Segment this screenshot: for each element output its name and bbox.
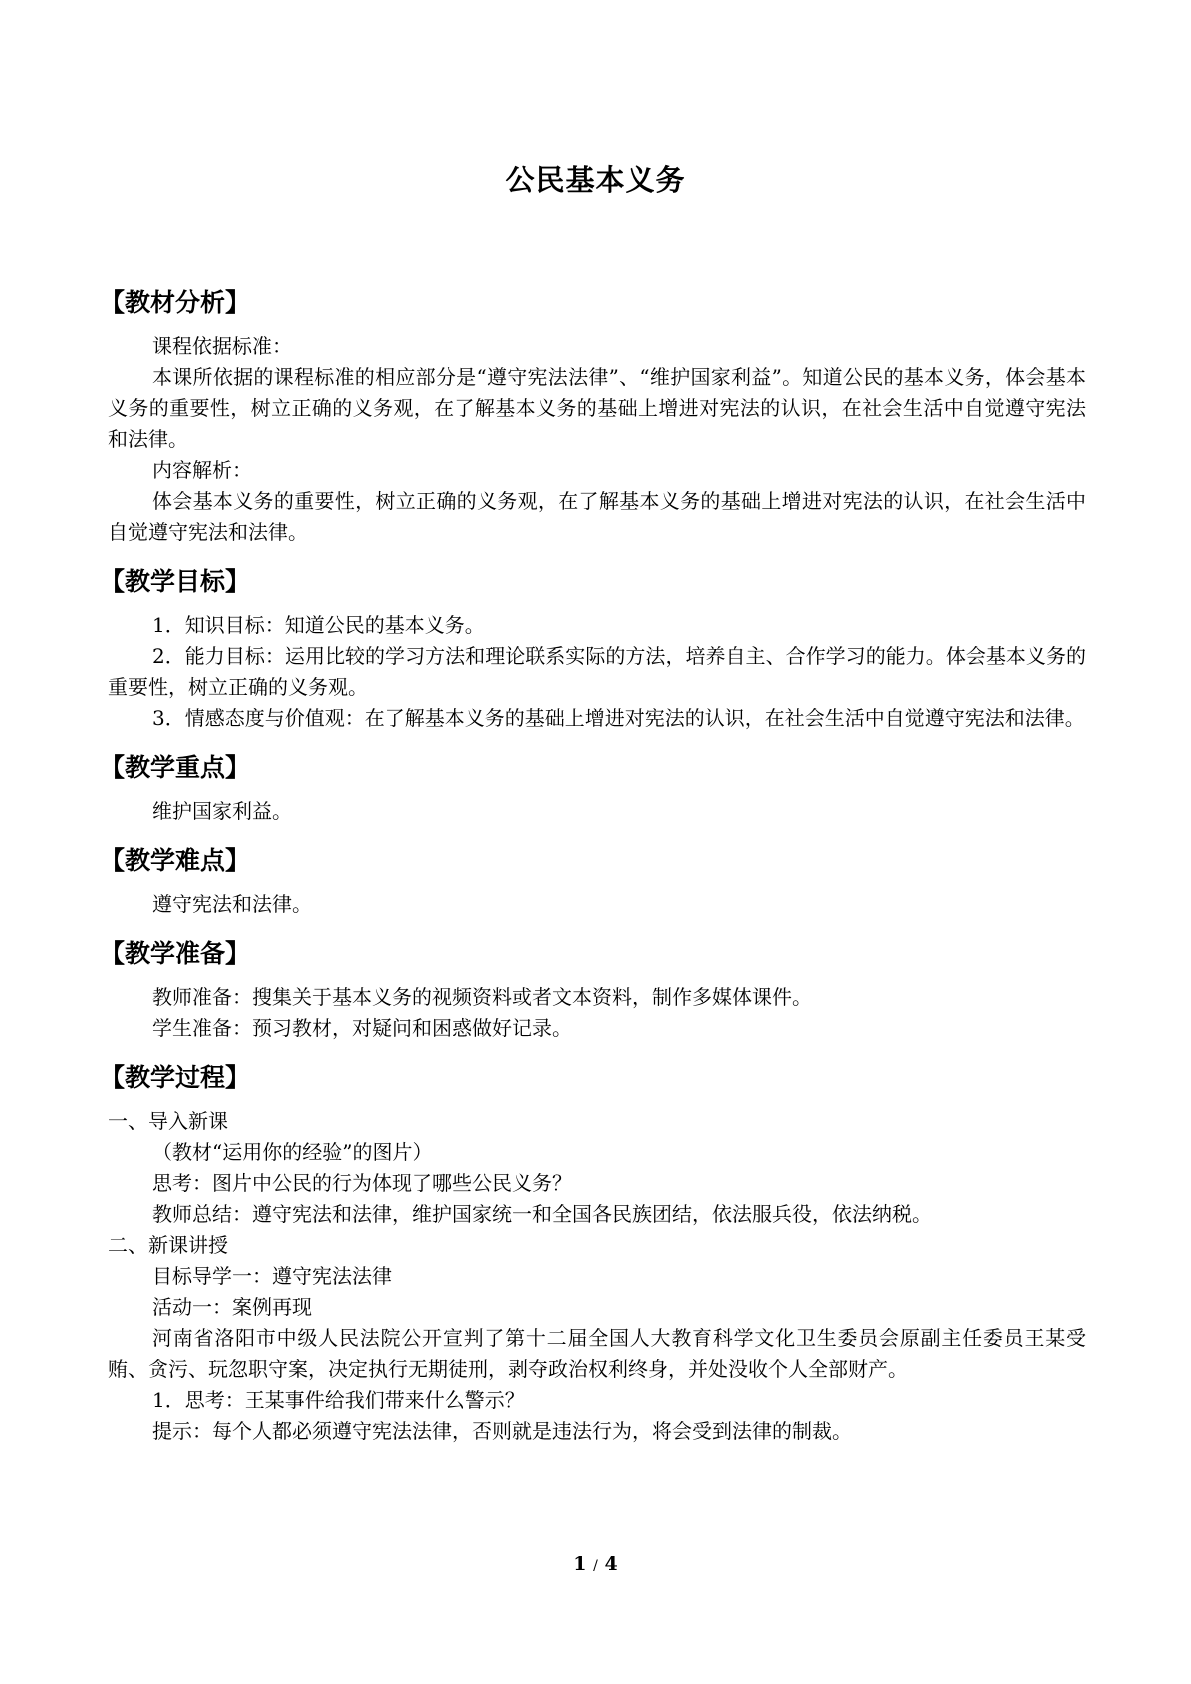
section-heading-teaching-preparation: 【教学准备】: [100, 939, 251, 968]
paragraph: 提示：每个人都必须遵守宪法法律，否则就是违法行为，将会受到法律的制裁。: [152, 1419, 852, 1443]
paragraph: 目标导学一：遵守宪法法律: [152, 1264, 392, 1288]
section-heading-textbook-analysis: 【教材分析】: [100, 288, 251, 317]
paragraph: 思考：图片中公民的行为体现了哪些公民义务？: [152, 1171, 572, 1195]
paragraph: 学生准备：预习教材，对疑问和困惑做好记录。: [152, 1016, 572, 1040]
paragraph: 本课所依据的课程标准的相应部分是“遵守宪法法律”、“维护国家利益”。知道公民的基本义务，体会基本义务的重要性，树立正确的义务观，在了解基本义务的基础上增进对宪法的认识，在社会生活中自觉遵守宪法和法律。: [108, 365, 1086, 451]
document-body: [100, 287, 1086, 1447]
paragraph: 课程依据标准：: [152, 334, 292, 358]
paragraph: 教师总结：遵守宪法和法律，维护国家统一和全国各民族团结，依法服兵役，依法纳税。: [152, 1202, 932, 1226]
section-heading-teaching-difficulty: 【教学难点】: [100, 846, 251, 875]
page-number: [0, 1553, 1191, 1575]
paragraph: 教师准备：搜集关于基本义务的视频资料或者文本资料，制作多媒体课件。: [152, 985, 812, 1009]
total-page-count: 4: [604, 1553, 618, 1575]
subsection-heading: 二、新课讲授: [108, 1233, 228, 1257]
paragraph: 1．思考：王某事件给我们带来什么警示？: [152, 1388, 525, 1412]
paragraph: 维护国家利益。: [152, 799, 292, 823]
paragraph: 体会基本义务的重要性，树立正确的义务观，在了解基本义务的基础上增进对宪法的认识，在社会生活中自觉遵守宪法和法律。: [108, 489, 1086, 544]
section-heading-teaching-objectives: 【教学目标】: [100, 567, 251, 596]
section-heading-teaching-process: 【教学过程】: [100, 1063, 251, 1092]
document-title: 公民基本义务: [505, 163, 686, 197]
subsection-heading: 一、导入新课: [108, 1109, 228, 1133]
paragraph: 河南省洛阳市中级人民法院公开宣判了第十二届全国人大教育科学文化卫生委员会原副主任委员王某受贿、贪污、玩忽职守案，决定执行无期徒刑，剥夺政治权利终身，并处没收个人全部财产。: [108, 1326, 1086, 1381]
paragraph: 内容解析：: [152, 458, 252, 482]
paragraph: 1．知识目标：知道公民的基本义务。: [152, 613, 485, 637]
page-separator: /: [593, 1558, 598, 1574]
paragraph: 活动一：案例再现: [152, 1295, 312, 1319]
paragraph: （教材“运用你的经验”的图片）: [152, 1140, 433, 1164]
section-heading-teaching-focus: 【教学重点】: [100, 753, 251, 782]
current-page-number: 1: [573, 1553, 587, 1575]
paragraph: 3．情感态度与价值观：在了解基本义务的基础上增进对宪法的认识，在社会生活中自觉遵守宪法和法律。: [152, 706, 1085, 730]
paragraph: 2．能力目标：运用比较的学习方法和理论联系实际的方法，培养自主、合作学习的能力。体会基本义务的重要性，树立正确的义务观。: [108, 644, 1086, 699]
paragraph: 遵守宪法和法律。: [152, 892, 312, 916]
